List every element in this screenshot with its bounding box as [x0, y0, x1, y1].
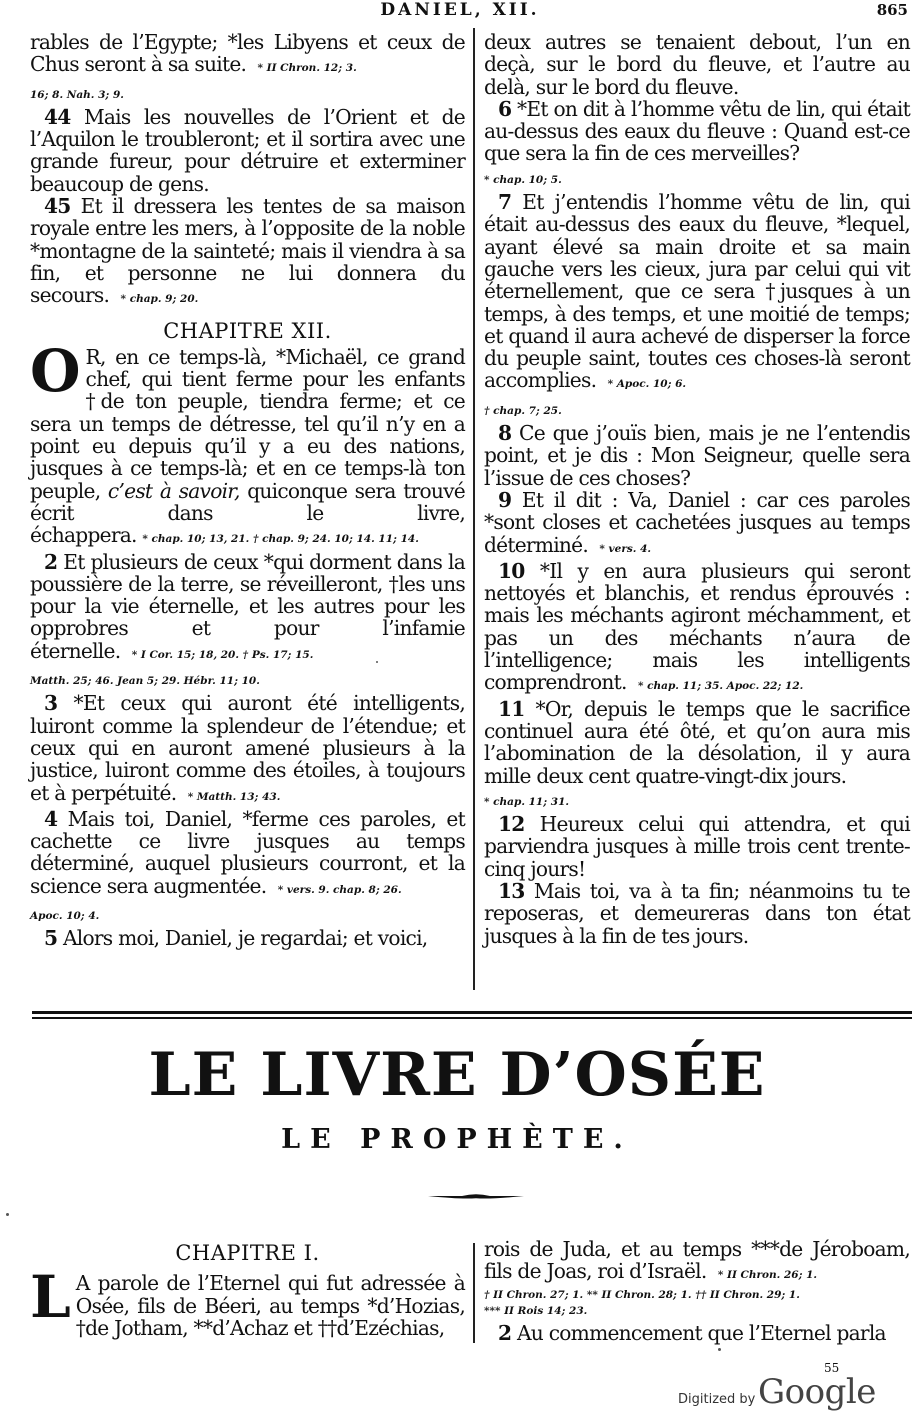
- cross-reference-line: † II Chron. 27; 1. ** II Chron. 28; 1. †† II Chron. 29; 1.: [484, 1288, 800, 1301]
- page-number: 865: [876, 1, 908, 19]
- running-head-title: DANIEL, XII.: [380, 0, 540, 20]
- verse-number: 2: [498, 1320, 512, 1345]
- cross-reference: * vers. 4.: [599, 542, 652, 555]
- verse-text: Ce que j’ouïs bien, mais je ne l’entendis point, et je dis : Mon Seigneur, quelle sera l’issue de ces choses?: [484, 421, 910, 490]
- cross-reference: * vers. 9. chap. 8; 26.: [277, 883, 402, 896]
- verse-1: [30, 336, 465, 551]
- verse-7: [484, 191, 910, 422]
- verse-text: Mais les nouvelles de l’Orient et de l’Aquilon le troubleront; et il sortira avec une grande fureur, pour détruire et exterminer beaucoup de gens.: [30, 104, 465, 196]
- column-divider: [473, 1243, 475, 1343]
- cross-reference: * Matth. 13; 43.: [187, 790, 281, 803]
- cross-reference: * chap. 10; 5.: [484, 173, 562, 186]
- verse-text: *Et on dit à l’homme vêtu de lin, qui était au-dessus des eaux du fleuve : Quand est-ce que sera la fin de ces merveilles?: [484, 96, 910, 166]
- digitized-label: Digitized by: [678, 1392, 756, 1407]
- verse-number: 5: [44, 926, 58, 951]
- verse-text: R, en ce temps-là, *Michaël, ce grand chef, qui tient ferme pour les enfants †de ton peuple, tiendra ferme; et ce sera un temps de détresse, tel qu’il n’y en a point eu depuis qu’il y a eu des nations, jusques à ce temps-là; et en ce temps-là ton peuple,: [30, 344, 465, 503]
- paragraph-continuation: [30, 31, 465, 106]
- running-head: [0, 0, 914, 26]
- ornament-rule: [428, 1192, 524, 1200]
- verse-text: Et plusieurs de ceux *qui dorment dans la poussière de la terre, se réveilleront, †les uns pour la vie éternelle, et les autres pour les opprobres et pour l’infamie éternelle.: [30, 549, 465, 663]
- verse-text: *Il y en aura plusieurs qui seront nettoyés et blanchis, et rendus éprouvés : mais les méchants agiront méchamment, et pas un des méchants n’aura de l’intelligence; mais les intelligents comprendront.: [484, 558, 910, 695]
- verse-number: 45: [44, 194, 71, 219]
- section-rule-thin: [32, 1017, 912, 1019]
- book-subtitle: LE PROPHÈTE.: [281, 1124, 633, 1155]
- print-speck: [718, 1348, 721, 1351]
- print-speck: [376, 661, 378, 663]
- cross-reference: * chap. 10; 13, 21. † chap. 9; 24. 10; 14. 11; 14.: [142, 533, 419, 546]
- cross-reference: * chap. 11; 31.: [484, 795, 570, 808]
- italic-text: c’est à savoir,: [107, 478, 240, 503]
- text: rables de l’Egypte; *les Libyens et ceux de Chus seront à sa suite.: [30, 30, 465, 77]
- digitized-watermark: [678, 1372, 908, 1416]
- chapter-heading: CHAPITRE XII.: [163, 318, 332, 343]
- verse-number: 13: [498, 878, 525, 903]
- verse-number: 44: [44, 104, 71, 129]
- right-column: [484, 31, 910, 947]
- verse-number: 8: [498, 421, 512, 446]
- text: rois de Juda, et au temps ***de Jéroboam, fils de Joas, roi d’Israël.: [484, 1237, 910, 1284]
- cross-reference: * I Cor. 15; 18, 20. † Ps. 17; 15.: [131, 648, 314, 661]
- verse-number: 6: [498, 96, 512, 121]
- verse-text: quiconque sera trouvé écrit dans le livre, échappera.: [30, 478, 465, 548]
- paragraph-continuation: deux autres se tenaient debout, l’un en deçà, sur le bord du fleuve, et l’autre au delà, sur le bord du fleuve.: [484, 30, 910, 99]
- verse-10: [484, 560, 910, 698]
- drop-cap: O: [30, 336, 81, 405]
- verse-text: Heureux celui qui attendra, et qui parviendra jusques à mille trois cent trente-cinq jours!: [484, 812, 910, 881]
- verse-number: 4: [44, 806, 58, 831]
- column-divider: [473, 28, 475, 990]
- verse-13: [484, 880, 910, 947]
- verse-number: 12: [498, 812, 525, 837]
- verse-number: 3: [44, 691, 58, 716]
- verse-text: Et il dressera les tentes de sa maison royale entre les mers, à l’opposite de la noble *montagne de la sainteté; mais il viendra à sa fin, et personne ne lui donnera du secours.: [30, 194, 465, 308]
- cross-reference: Matth. 25; 46. Jean 5; 29. Hébr. 11; 10.: [30, 675, 260, 688]
- osee-right-column: [484, 1238, 910, 1344]
- verse-8: [484, 422, 910, 489]
- verse-9: [484, 489, 910, 560]
- verse-2: [484, 1322, 910, 1344]
- verse-number: 7: [498, 190, 512, 215]
- verse-4: [30, 808, 465, 927]
- verse-number: 10: [498, 558, 525, 583]
- verse-text: *Et ceux qui auront été intelligents, luiront comme la splendeur de l’étendue; et ceux qui en auront amené plusieurs à la justice, luiront comme des étoiles, à toujours et à perpétuité.: [30, 691, 465, 805]
- verse-2: [30, 551, 465, 693]
- cross-reference: Apoc. 10; 4.: [30, 909, 100, 922]
- verse-text: Mais toi, va à ta fin; néanmoins tu te reposeras, et demeureras dans ton état jusques à la fin de tes jours.: [484, 878, 910, 948]
- verse-1: [30, 1263, 465, 1340]
- verse-text: Alors moi, Daniel, je regardai; et voici,: [57, 926, 428, 951]
- left-column: [30, 31, 465, 950]
- cross-reference: * II Chron. 26; 1.: [717, 1269, 818, 1282]
- verse-11: [484, 698, 910, 813]
- verse-number: 9: [498, 487, 512, 512]
- cross-reference: * Apoc. 10; 6.: [607, 378, 687, 391]
- cross-reference: * chap. 11; 35. Apoc. 22; 12.: [637, 680, 804, 693]
- verse-number: 11: [498, 696, 525, 721]
- verse-5: [30, 927, 465, 949]
- verse-6: [484, 98, 910, 191]
- cross-reference: 16; 8. Nah. 3; 9.: [30, 88, 124, 101]
- cross-reference: * chap. 9; 20.: [120, 293, 199, 306]
- cross-reference: * II Chron. 12; 3.: [257, 62, 357, 75]
- verse-text: *Or, depuis le temps que le sacrifice continuel aura été ôté, et qu’on aura mis l’abomination de la désolation, il y aura mille deux cent quatre-vingt-dix jours.: [484, 696, 910, 788]
- verse-45: [30, 195, 465, 310]
- drop-cap: L: [30, 1263, 71, 1332]
- verse-text: A parole de l’Eternel qui fut adressée à Osée, fils de Béeri, au temps *d’Hozias, †de Jotham, **d’Achaz et ††d’Ezéchias,: [75, 1271, 465, 1340]
- verse-3: [30, 692, 465, 807]
- verse-number: 2: [44, 549, 58, 574]
- signature-mark: 55: [824, 1361, 840, 1375]
- verse-text: Mais toi, Daniel, *ferme ces paroles, et cachette ce livre jusques au temps déterminé, auquel plusieurs courront, et la science sera augmentée.: [30, 806, 465, 898]
- verse-44: [30, 106, 465, 195]
- verse-text: Et j’entendis l’homme vêtu de lin, qui était au-dessus des eaux du fleuve, *lequel, ayant élevé sa main droite et sa main gauche vers les cieux, jura par celui qui vit éternellement, que ce sera †jusques à un temps, à des temps, et une moitié de temps; et quand il aura achevé de disperser la force du peuple saint, toutes ces choses-là seront accomplies.: [484, 190, 910, 393]
- verse-text: Au commencement que l’Eternel parla: [511, 1320, 886, 1345]
- cross-reference-line: *** II Rois 14; 23.: [484, 1304, 588, 1317]
- google-logo: Google: [758, 1372, 876, 1412]
- section-rule-thick: [32, 1011, 912, 1014]
- osee-left-column: [30, 1242, 465, 1339]
- verse-text: Et il dit : Va, Daniel : car ces paroles *sont closes et cachetées jusques au temps déterminé.: [484, 487, 910, 557]
- chapter-heading: CHAPITRE I.: [175, 1241, 320, 1265]
- paragraph-continuation: [484, 1238, 910, 1287]
- print-speck: [6, 1213, 9, 1216]
- verse-12: [484, 813, 910, 880]
- cross-reference: † chap. 7; 25.: [484, 404, 562, 417]
- book-title: LE LIVRE D’OSÉE: [148, 1040, 766, 1110]
